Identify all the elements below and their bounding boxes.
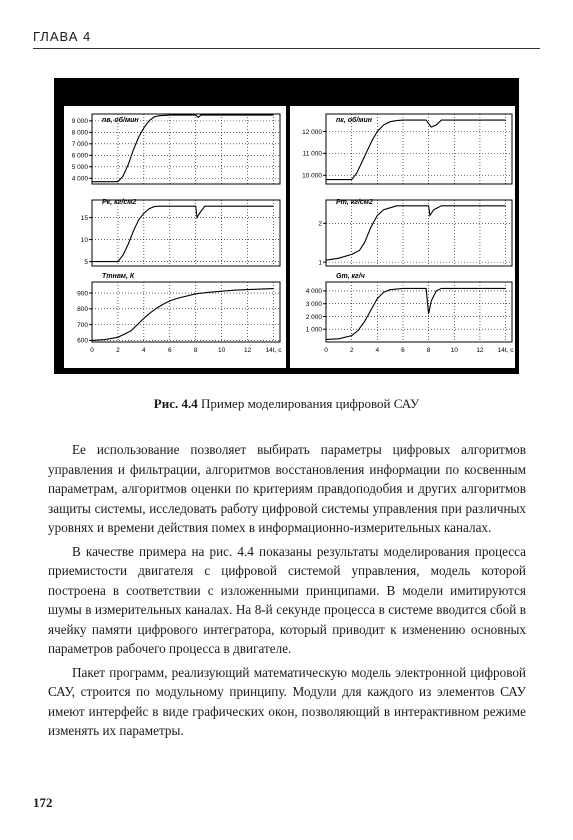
plot-title: Tтнвм, К [102,273,135,280]
figure-caption [0,396,573,412]
x-tick-label: 12 [243,347,252,354]
y-tick-label: 11 000 [302,150,322,158]
y-tick-label: 800 [77,306,88,314]
x-tick-label: 8 [426,347,431,354]
y-tick-label: 5 000 [71,164,88,172]
plot-title: nв, об/мин [102,117,139,124]
header-rule [33,48,540,49]
caption-text: Пример моделирования цифровой САУ [200,396,420,411]
plot-title: Gт, кг/ч [336,273,365,280]
paragraph-1: Ее использование позволяет выбирать параметры цифровых алгоритмов управления и фильтрации, алгоритмов восстановления информации по косвенным параметрам, алгоритмов оценки по критериям правдоподобия и других алгоритмов защиты системы, исследовать работу цифровой системы управления при различных уровнях и времени действия помех в информационно-измерительных каналах. [48,442,526,535]
y-tick-label: 4 000 [305,288,322,296]
x-tick-label: 8 [193,347,198,354]
y-tick-label: 600 [77,337,88,345]
y-tick-label: 12 000 [302,128,322,136]
y-tick-label: 10 000 [302,172,322,180]
chapter-header: ГЛАВА 4 [33,29,92,44]
y-tick-label: 700 [77,321,88,329]
y-tick-label: 900 [77,290,88,298]
y-tick-label: 2 000 [305,313,322,321]
x-tick-label: 6 [401,347,405,354]
plot-title: nк, об/мин [336,117,372,124]
x-tick-label: 0 [324,347,328,354]
paragraph-3: Пакет программ, реализующий математическую модель электронной цифровой САУ, строится по модульному принципу. Модули для каждого из элементов САУ имеют интерфейс в виде графических окон, позволяющий в интерактивном режиме изменять их параметры. [48,664,526,738]
y-tick-label: 10 [80,236,88,244]
x-tick-label: 10 [218,347,226,354]
x-tick-label: 4 [142,347,146,354]
body-text [48,440,526,745]
y-tick-label: 8 000 [71,129,88,137]
x-tick-label: 4 [375,347,380,354]
plot-column-0 [64,106,286,368]
caption-label: Рис. 4.4 [153,396,198,411]
y-tick-label: 1 [318,259,322,267]
figure-plots [54,78,519,374]
x-tick-label: 0 [90,347,94,354]
y-tick-label: 4 000 [71,175,88,183]
x-tick-label: 14t, c [265,347,282,354]
y-tick-label: 5 [84,258,88,266]
paragraph-2: В качестве примера на рис. 4.4 показаны результаты моделирования процесса приемистости двигателя с цифровой системой управления, модель которой построена в соответствии с изложенными принципами. В модели имитируются шумы в измерительных каналах. На 8-й секунде процесса в системе вводится сбой в ячейку памяти цифрового интегратора, который приводит к изменению основных параметров рабочего процесса в двигателе. [48,543,526,656]
figure-4-4 [54,78,519,374]
x-tick-label: 10 [450,347,458,354]
y-tick-label: 7 000 [71,141,88,149]
x-tick-label: 12 [476,347,484,354]
y-tick-label: 1 000 [305,326,322,334]
x-tick-label: 6 [167,347,172,354]
y-tick-label: 15 [80,214,88,222]
y-tick-label: 9 000 [71,118,88,126]
plot-title: Pк, кг/см2 [102,199,137,206]
x-tick-label: 2 [116,347,120,354]
y-tick-label: 2 [318,220,322,228]
y-tick-label: 3 000 [305,301,322,309]
y-tick-label: 6 000 [71,152,88,160]
x-tick-label: 2 [349,347,354,354]
plot-title: Pт, кг/см2 [336,199,373,206]
plot-column-1 [290,106,515,368]
page-number: 172 [33,795,53,810]
x-tick-label: 14t, c [497,347,514,354]
